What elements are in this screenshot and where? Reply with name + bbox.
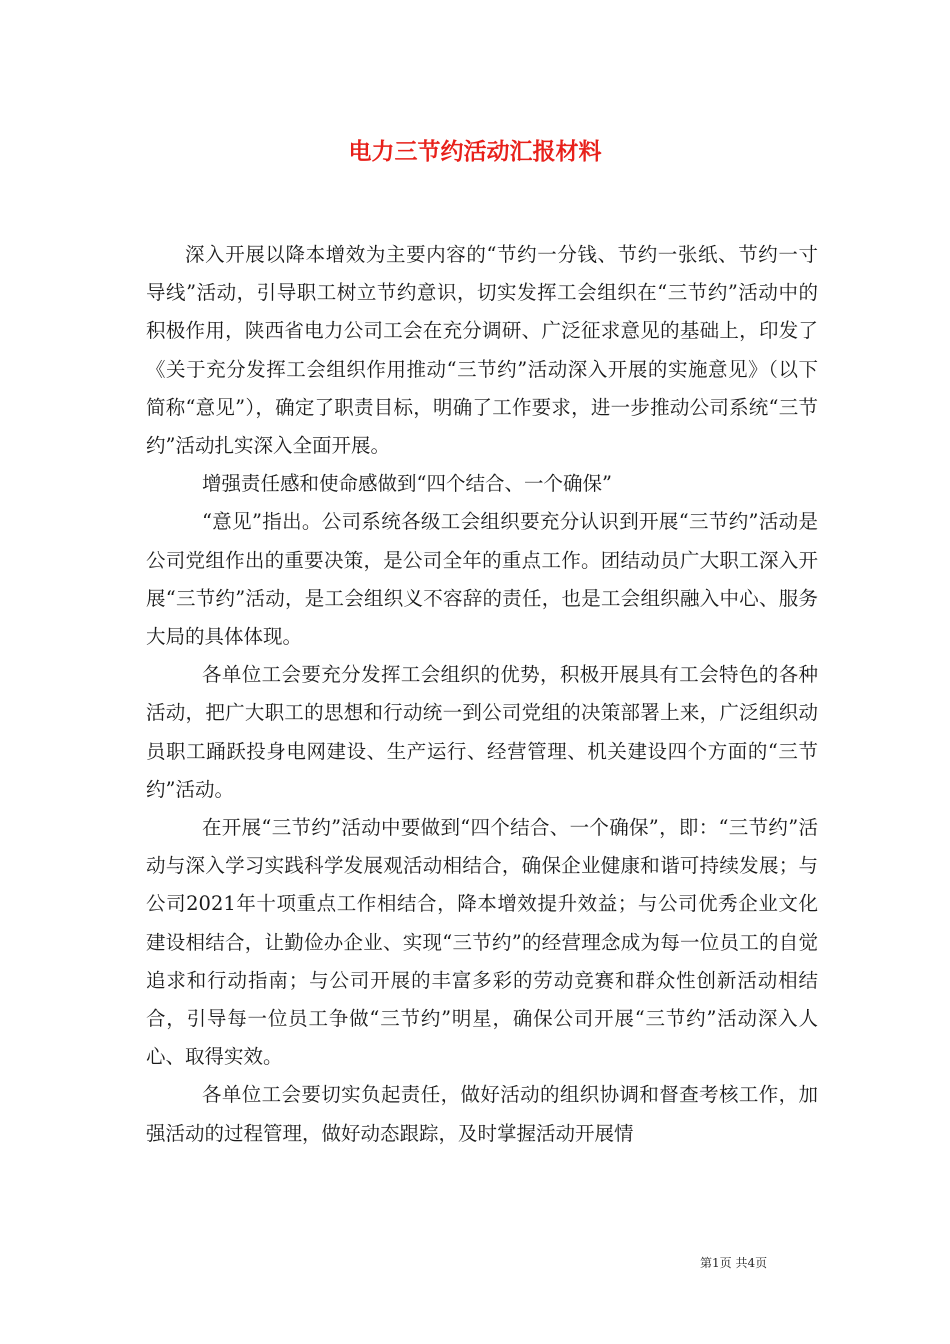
paragraph-intro: 深入开展以降本增效为主要内容的“节约一分钱、节约一张纸、节约一寸导线”活动，引导职工树立节约意识，切实发挥工会组织在“三节约”活动中的积极作用，陕西省电力公司工会在充分调研、广泛征求意见的基础上，印发了《关于充分发挥工会组织作用推动“三节约”活动深入开展的实施意见》（以下简称“意见”），确定了职责目标，明确了工作要求，进一步推动公司系统“三节约”活动扎实深入全面开展。 [146,243,818,458]
paragraph-opinion: “意见”指出。公司系统各级工会组织要充分认识到开展“三节约”活动是公司党组作出的重要决策，是公司全年的重点工作。团结动员广大职工深入开展“三节约”活动，是工会组织义不容辞的责任，也是工会组织融入中心、服务大局的具体体现。 [146,510,818,649]
paragraph-four-combinations: 在开展“三节约”活动中要做到“四个结合、一个确保”，即：“三节约”活动与深入学习实践科学发展观活动相结合，确保企业健康和谐可持续发展；与公司2021年十项重点工作相结合，降本增效提升效益；与公司优秀企业文化建设相结合，让勤俭办企业、实现“三节约”的经营理念成为每一位员工的自觉追求和行动指南；与公司开展的丰富多彩的劳动竞赛和群众性创新活动相结合，引导每一位员工争做“三节约”明星，确保公司开展“三节约”活动深入人心、取得实效。 [146,816,818,1069]
footer-label-end: 页 [755,1256,768,1270]
footer-label-mid: 页 共 [719,1256,748,1270]
page-footer [700,1254,820,1271]
footer-page-number: 1 [712,1256,720,1270]
document-body [146,236,818,1153]
footer-page-total: 4 [747,1256,756,1270]
section-heading: 增强责任感和使命感做到“四个结合、一个确保” [202,472,612,496]
paragraph-advantage: 各单位工会要充分发挥工会组织的优势，积极开展具有工会特色的各种活动，把广大职工的思想和行动统一到公司党组的决策部署上来，广泛组织动员职工踊跃投身电网建设、生产运行、经营管理、机关建设四个方面的“三节约”活动。 [146,663,818,801]
paragraph-responsibility: 各单位工会要切实负起责任，做好活动的组织协调和督查考核工作，加强活动的过程管理，做好动态跟踪，及时掌握活动开展情 [146,1083,818,1145]
document-title: 电力三节约活动汇报材料 [348,138,602,165]
footer-label-first: 第 [700,1256,713,1270]
